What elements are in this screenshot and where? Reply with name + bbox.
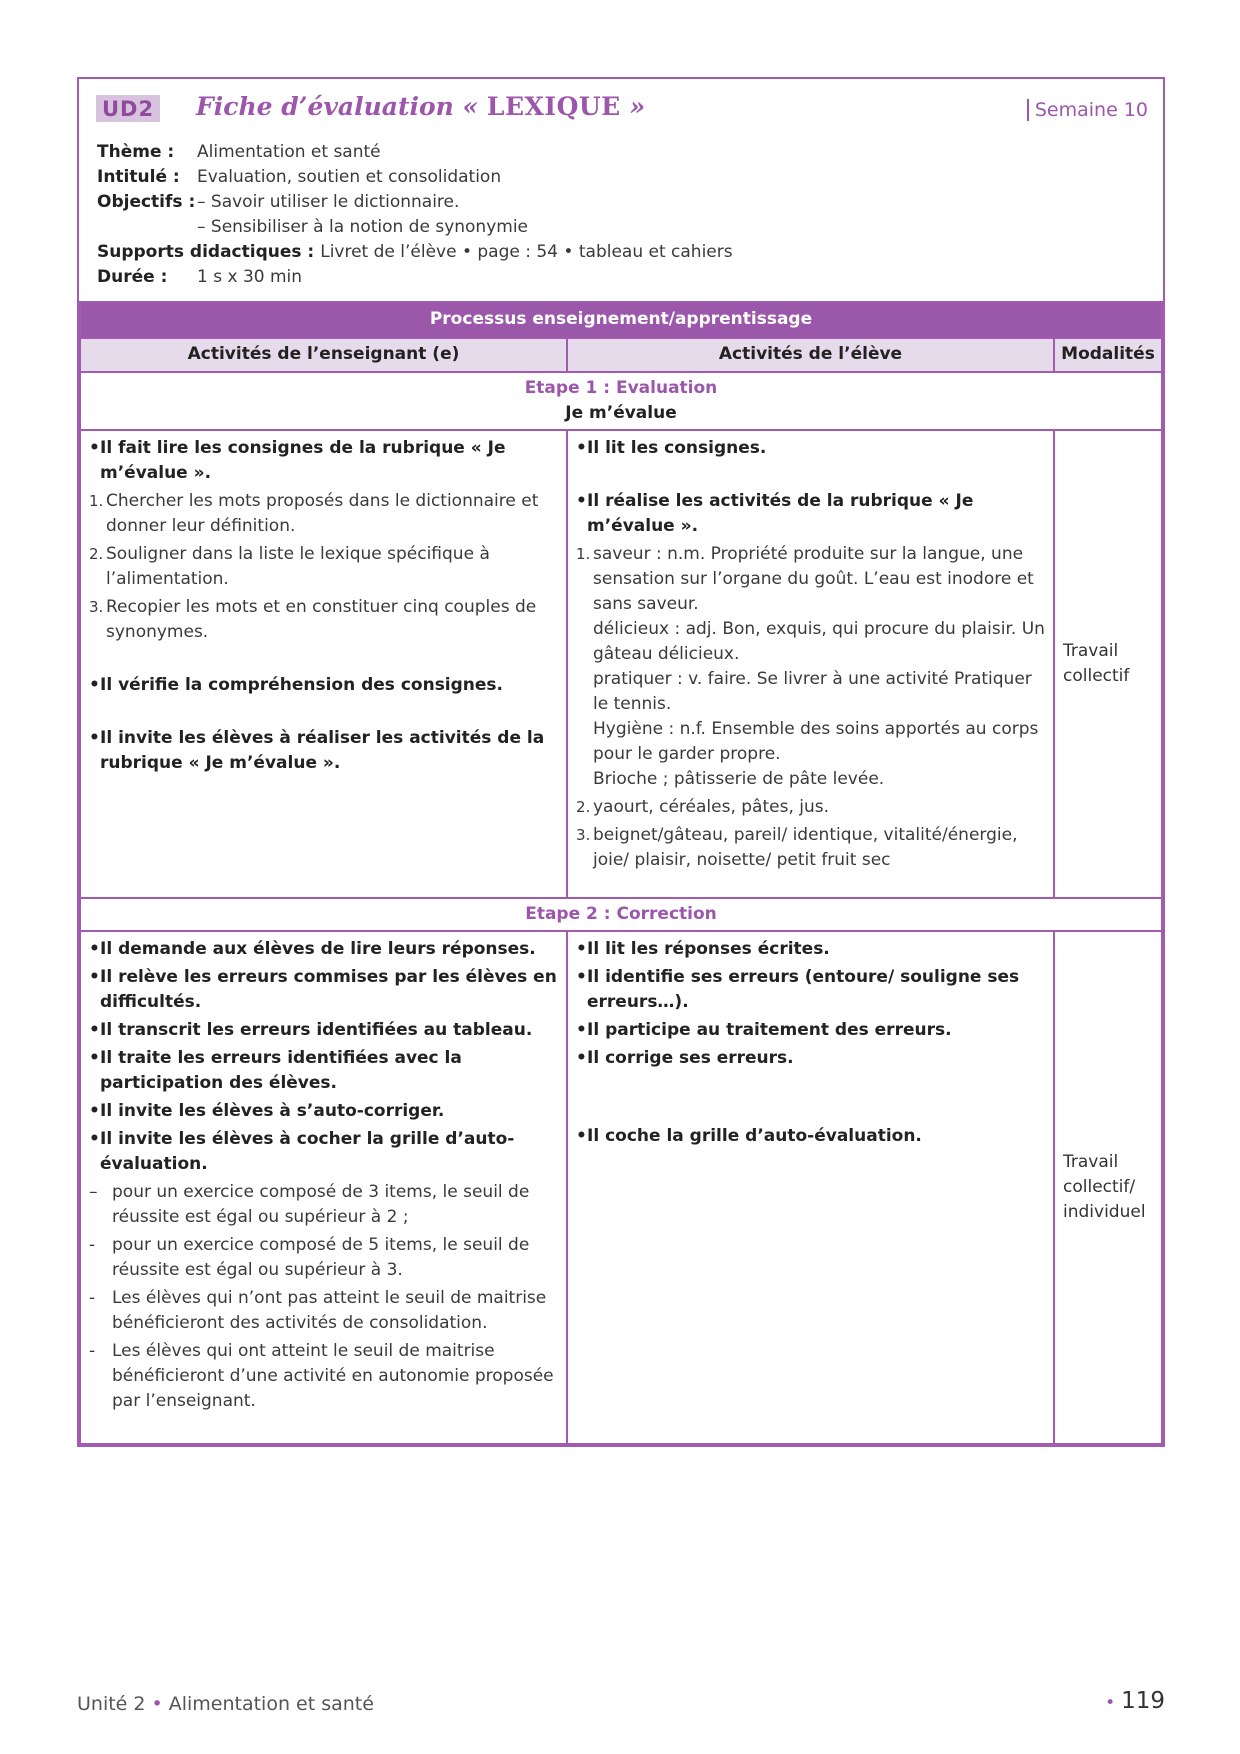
list-item: 3. Recopier les mots et en constituer cinq couples de synonymes. <box>89 597 537 642</box>
step-2-heading: Etape 2 : Correction <box>80 898 1162 931</box>
supports-value: Livret de l’élève • page : 54 • tableau et cahiers <box>320 242 733 262</box>
objective-1: – Savoir utiliser le dictionnaire. <box>197 192 460 212</box>
list-item: • Il participe au traitement des erreurs. <box>576 1020 952 1040</box>
list-item: - pour un exercice composé de 5 items, le seuil de réussite est égal ou supérieur à 3. <box>89 1235 530 1280</box>
list-item: • Il vérifie la compréhension des consignes. <box>89 675 504 695</box>
step-1-teacher-activities <box>80 430 567 898</box>
step-2-student-activities <box>567 931 1054 1444</box>
list-item: • Il réalise les activités de la rubrique « Je m’évalue ». <box>576 491 974 536</box>
list-item: • Il relève les erreurs commises par les élèves en difficultés. <box>89 967 557 1012</box>
page-footer: Unité 2 • Alimentation et santé • 119 <box>77 1688 1165 1715</box>
list-item: • Il transcrit les erreurs identifiées au tableau. <box>89 1020 533 1040</box>
step-2-modalites: Travail collectif/ individuel <box>1054 931 1162 1444</box>
page-number: 119 <box>1121 1688 1165 1714</box>
list-item: • Il demande aux élèves de lire leurs réponses. <box>89 939 536 959</box>
col-header-modalites: Modalités <box>1054 338 1162 372</box>
step-1-modalites: Travail collectif <box>1054 430 1162 898</box>
list-item: 3. beignet/gâteau, pareil/ identique, vitalité/énergie, joie/ plaisir, noisette/ petit fruit sec <box>576 825 1018 870</box>
week-label: Semaine 10 <box>1027 99 1148 121</box>
col-header-teacher: Activités de l’enseignant (e) <box>80 338 567 372</box>
list-item: 1. saveur : n.m. Propriété produite sur la langue, une sensation sur l’organe du goût. L’eau est inodore et sans saveur. délicieux : adj. Bon, exquis, qui procure du plaisir. Un gâteau délicieux. pratiquer : v. faire. Se livrer à une activité Pratiquer le tennis. Hygiène : n.f. Ensemble des soins apportés au corps pour le garder propre. Brioche ; pâtisserie de pâte levée. <box>576 544 1045 789</box>
footer-topic: Alimentation et santé <box>168 1693 374 1715</box>
step-2-teacher-activities <box>80 931 567 1444</box>
list-item: • Il lit les consignes. <box>576 438 767 458</box>
list-item: • Il fait lire les consignes de la rubrique « Je m’évalue ». <box>89 438 506 483</box>
list-item: • Il invite les élèves à cocher la grille d’auto-évaluation. <box>89 1129 515 1174</box>
sheet-title: Fiche d’évaluation « LEXIQUE » <box>196 92 646 121</box>
list-item: - Les élèves qui ont atteint le seuil de maitrise bénéficieront d’une activité en autonomie proposée par l’enseignant. <box>89 1341 554 1411</box>
evaluation-sheet <box>77 77 1165 1447</box>
list-item: • Il invite les élèves à réaliser les activités de la rubrique « Je m’évalue ». <box>89 728 545 773</box>
col-header-student: Activités de l’élève <box>567 338 1054 372</box>
intitule-value: Evaluation, soutien et consolidation <box>197 167 502 187</box>
list-item: • Il identifie ses erreurs (entoure/ souligne ses erreurs…). <box>576 967 1020 1012</box>
step-1-heading: Etape 1 : Evaluation Je m’évalue <box>80 372 1162 430</box>
step-1-student-activities <box>567 430 1054 898</box>
objective-2: – Sensibiliser à la notion de synonymie <box>197 217 529 237</box>
list-item: - Les élèves qui n’ont pas atteint le seuil de maitrise bénéficieront des activités de consolidation. <box>89 1288 547 1333</box>
process-table <box>79 301 1163 1445</box>
sheet-header <box>79 79 1163 301</box>
list-item: • Il traite les erreurs identifiées avec la participation des élèves. <box>89 1048 462 1093</box>
list-item: • Il invite les élèves à s’auto-corriger. <box>89 1101 445 1121</box>
list-item: – pour un exercice composé de 3 items, le seuil de réussite est égal ou supérieur à 2 ; <box>89 1182 530 1227</box>
footer-unit: Unité 2 <box>77 1693 146 1715</box>
list-item: • Il corrige ses erreurs. <box>576 1048 794 1068</box>
duration-value: 1 s x 30 min <box>197 267 303 287</box>
list-item: 2. yaourt, céréales, pâtes, jus. <box>576 797 830 817</box>
list-item: • Il coche la grille d’auto-évaluation. <box>576 1126 922 1146</box>
unit-badge: UD2 <box>96 95 160 122</box>
lesson-meta: Thème : Alimentation et santé Intitulé : Evaluation, soutien et consolidation Objectifs : – Savoir utiliser le dictionnaire. – Sensibiliser à la notion de synonymie Supports didactiques : Livret de l’élève • page : 54 • tableau et cahiers Durée : 1 s x 30 min <box>97 140 733 290</box>
list-item: 2. Souligner dans la liste le lexique spécifique à l’alimentation. <box>89 544 490 589</box>
process-heading: Processus enseignement/apprentissage <box>80 302 1162 338</box>
list-item: • Il lit les réponses écrites. <box>576 939 830 959</box>
list-item: 1. Chercher les mots proposés dans le dictionnaire et donner leur définition. <box>89 491 539 536</box>
theme-value: Alimentation et santé <box>197 142 381 162</box>
